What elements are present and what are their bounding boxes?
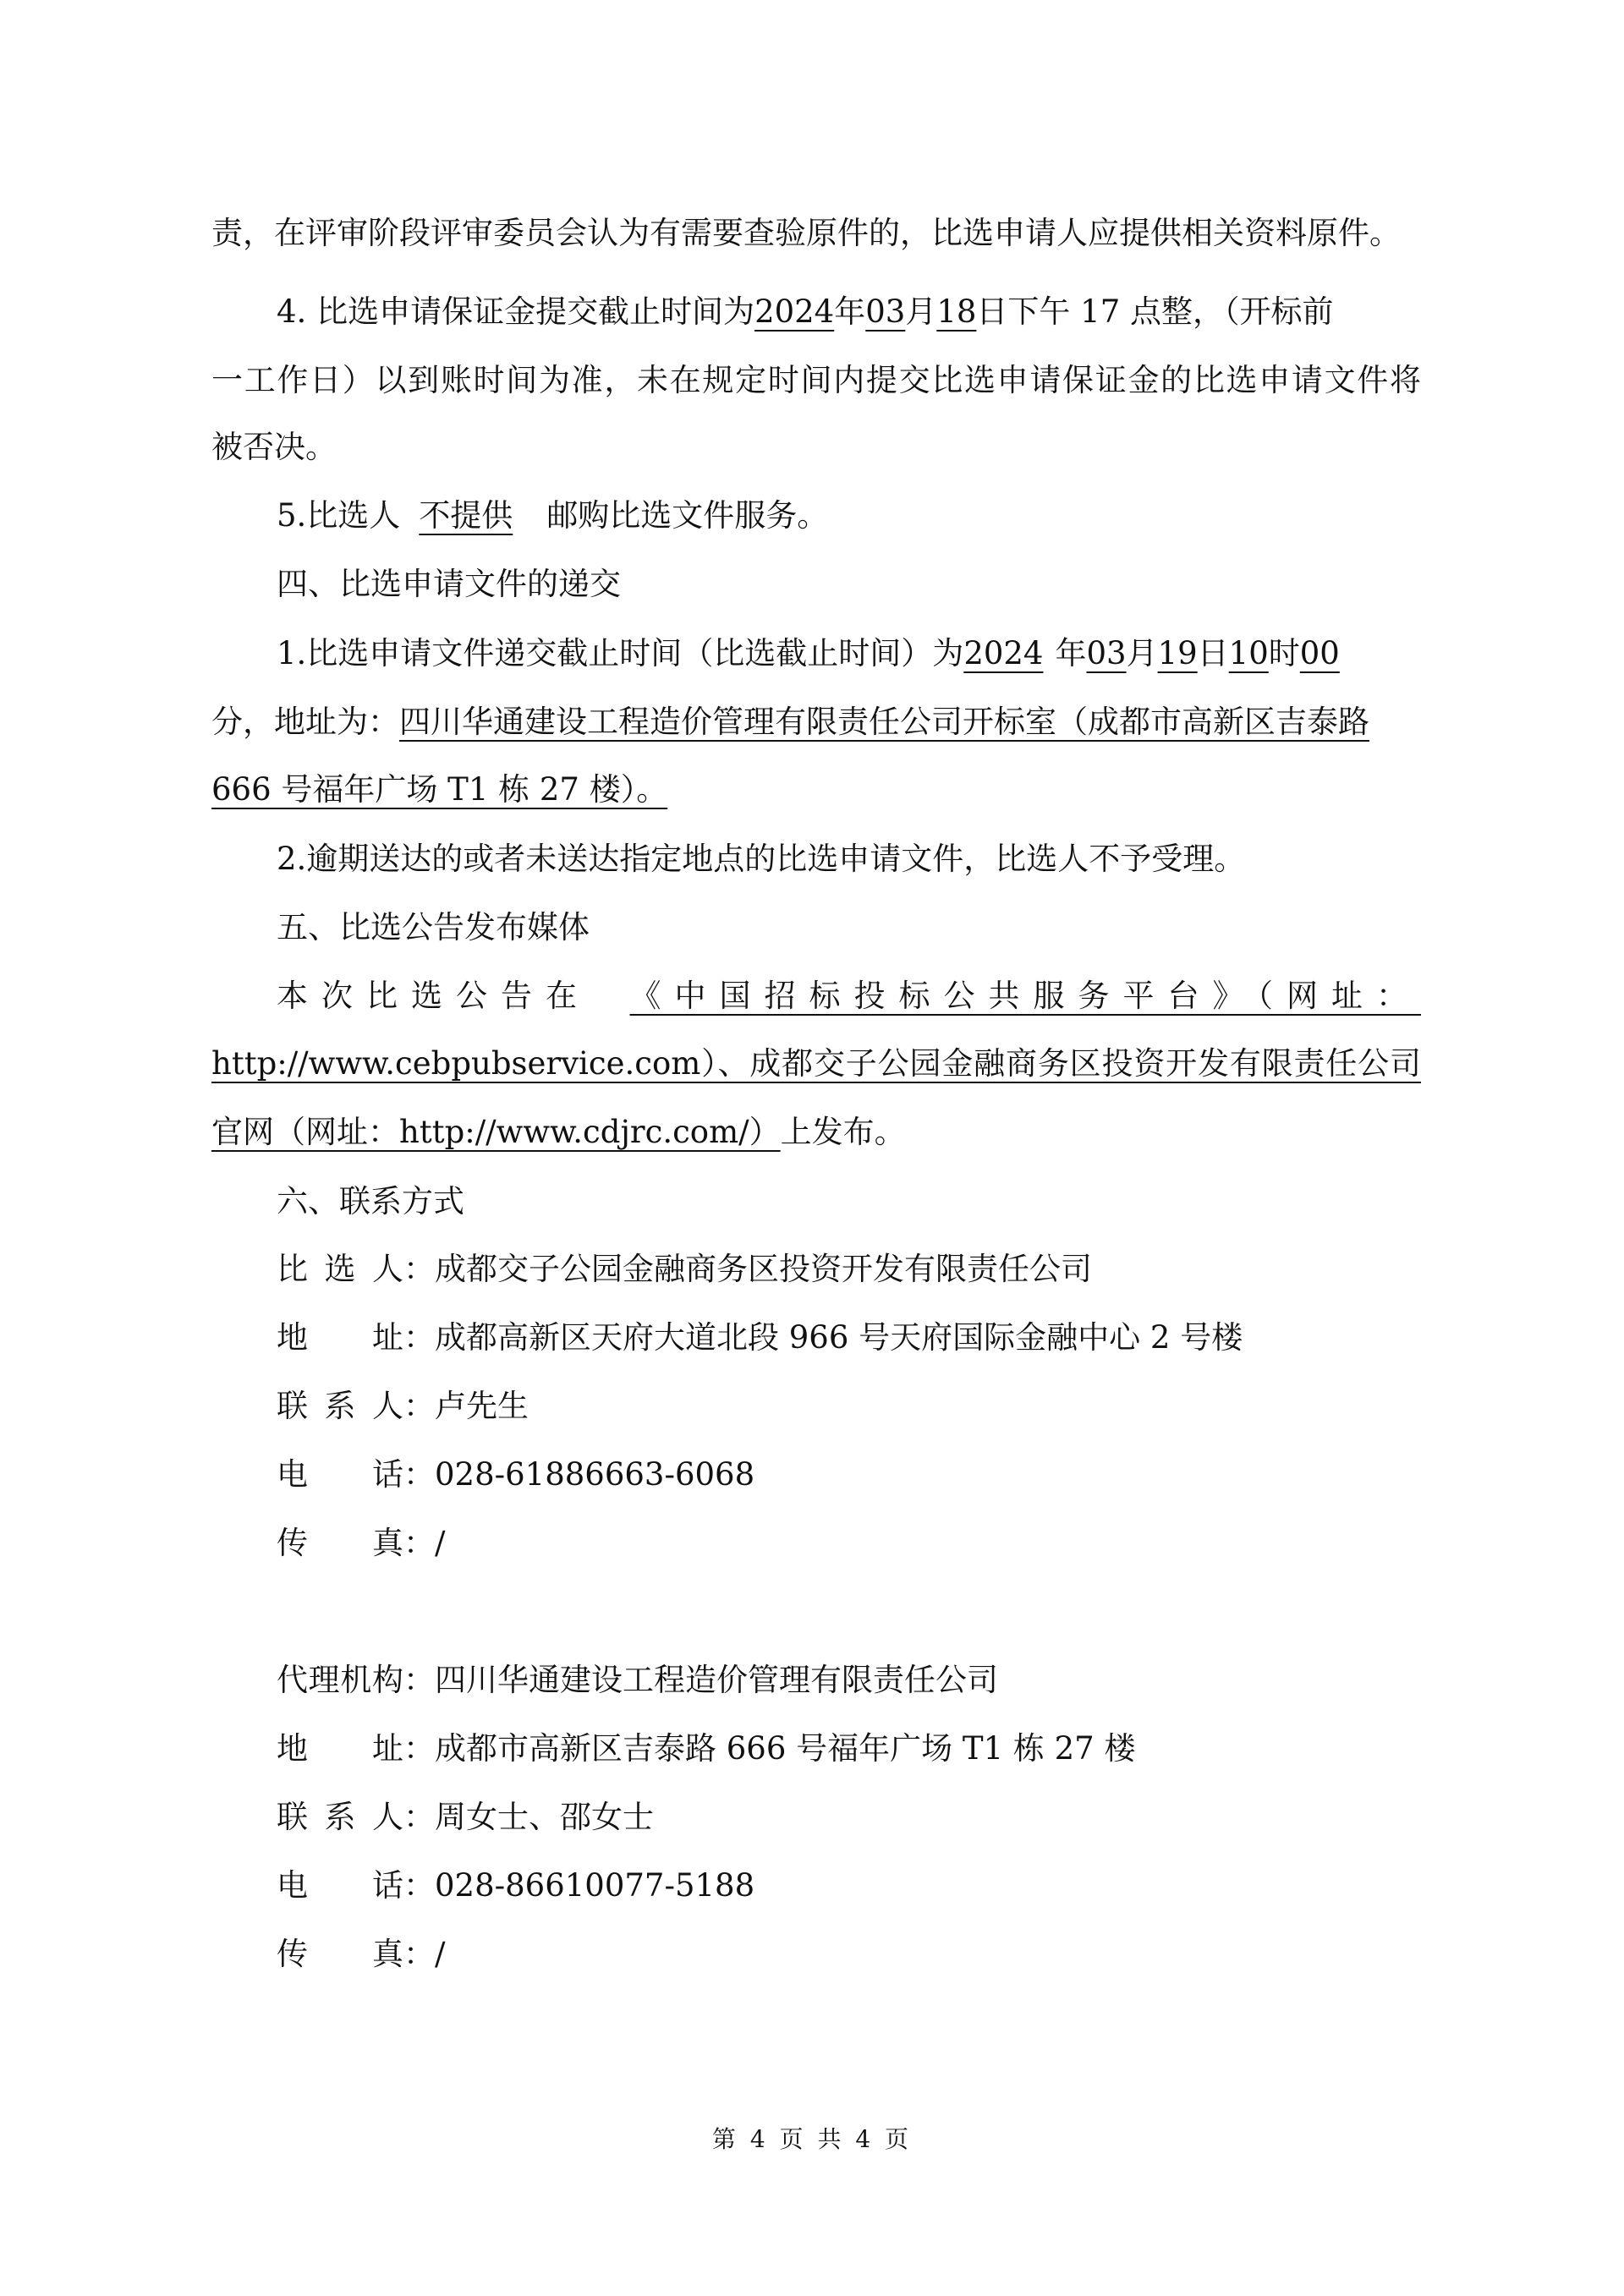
publication-tail: 上发布。 [780,1114,906,1150]
mail-service-paragraph [277,496,1421,536]
contact-label: 电话 [277,1867,403,1904]
selector-name-row [277,1249,1421,1290]
section4-heading [277,564,1421,605]
contact-value: ：成都市高新区吉泰路 666 号福年广场 T1 栋 27 楼 [403,1730,1136,1767]
submission-minute: 00 [1299,635,1340,671]
month-unit: 月 [905,293,937,330]
official-website: 官网（网址：http://www.cdjrc.com/） [211,1114,781,1150]
contact-value: ：周女士、邵女士 [403,1799,654,1835]
day-unit: 日 [1197,635,1229,671]
contact-value: ：成都高新区天府大道北段 966 号天府国际金融中心 2 号楼 [403,1319,1243,1356]
bond-deadline-line3-text: 被否决。 [211,429,337,465]
section3-continuation [211,213,1421,254]
contact-value: ：卢先生 [403,1388,529,1424]
publication-urls: http://www.cebpubservice.com）、成都交子公园金融商务区投资开发有限责任公司 [211,1045,1421,1082]
submission-year: 2024 [963,635,1044,671]
year-unit: 年 [1055,635,1087,671]
publication-line3 [211,1112,1421,1153]
publication-line1 [277,976,1421,1016]
contact-label: 传真 [277,1936,403,1972]
contact-value: ：四川华通建设工程造价管理有限责任公司 [403,1662,998,1698]
agency-fax-row [277,1934,1421,1975]
submission-hour: 10 [1228,635,1269,671]
section5-heading [277,907,1421,948]
publication-text: 本次比选公告在 [277,978,590,1014]
bond-deadline-year: 2024 [754,293,835,330]
bond-deadline-line3 [211,427,1421,468]
submission-deadline-text: 1.比选申请文件递交截止时间（比选截止时间）为 [277,635,964,671]
agency-phone-row [277,1866,1421,1906]
contact-label: 电话 [277,1456,403,1493]
selector-contact-row [277,1386,1421,1427]
contact-label: 代理机构 [277,1662,403,1698]
contact-value: ：成都交子公园金融商务区投资开发有限责任公司 [403,1251,1092,1287]
month-unit: 月 [1126,635,1158,671]
selector-fax-row [277,1523,1421,1564]
late-submission-paragraph [277,839,1421,879]
submission-deadline-paragraph [277,633,1421,674]
submission-day: 19 [1157,635,1198,671]
opening-venue-address-cont: 666 号福年广场 T1 栋 27 楼）。 [211,771,668,808]
bond-deadline-line2-text: 一工作日）以到账时间为准，未在规定时间内提交比选申请保证金的比选申请文件将 [211,362,1421,398]
bond-deadline-tail: 日下午 17 点整，（开标前 [976,293,1334,330]
agency-contact-row [277,1797,1421,1838]
agency-address-row [277,1729,1421,1769]
agency-name-row [277,1660,1421,1701]
contact-label: 传真 [277,1525,403,1561]
section5-heading-text: 五、比选公告发布媒体 [277,909,590,945]
section4-heading-text: 四、比选申请文件的递交 [277,566,621,602]
continuation-text: 责，在评审阶段评审委员会认为有需要查验原件的，比选申请人应提供相关资料原件。 [211,215,1401,251]
contact-label: 地址 [277,1730,403,1767]
bond-deadline-text: 4. 比选申请保证金提交截止时间为 [277,293,755,330]
contact-value: ：/ [403,1936,446,1972]
hour-unit: 时 [1268,635,1300,671]
publication-line2 [211,1044,1421,1084]
selector-address-row [277,1318,1421,1358]
year-unit: 年 [834,293,866,330]
page-number-footer: 第 4 页 共 4 页 [711,2125,913,2153]
contact-label: 比选人 [277,1251,403,1287]
bond-deadline-day: 18 [936,293,977,330]
submission-month: 03 [1086,635,1127,671]
contact-value: ：028-61886663-6068 [403,1456,755,1493]
bond-deadline-line2 [211,360,1421,401]
section6-heading [277,1181,1421,1222]
selector-phone-row [277,1455,1421,1495]
bond-deadline-month: 03 [865,293,906,330]
section6-heading-text: 六、联系方式 [277,1183,464,1219]
contact-label: 联系人 [277,1388,403,1424]
submission-address-line2 [211,770,1421,810]
mail-service-tail: 邮购比选文件服务。 [546,497,829,534]
contact-value: ：028-86610077-5188 [403,1867,755,1904]
bond-deadline-paragraph [277,292,1421,332]
mail-service-value: 不提供 [419,497,513,534]
contact-value: ：/ [403,1525,446,1561]
publication-platform: 《中国招标投标公共服务平台》（网址： [629,978,1421,1014]
opening-venue-address: 四川华通建设工程造价管理有限责任公司开标室（成都市高新区吉泰路 [399,704,1369,740]
late-submission-text: 2.逾期送达的或者未送达指定地点的比选申请文件，比选人不予受理。 [277,841,1246,877]
mail-service-text: 5.比选人 [277,497,401,534]
address-prefix: 分，地址为： [211,704,399,740]
contact-label: 联系人 [277,1799,403,1835]
submission-address-line [211,702,1421,743]
contact-label: 地址 [277,1319,403,1356]
